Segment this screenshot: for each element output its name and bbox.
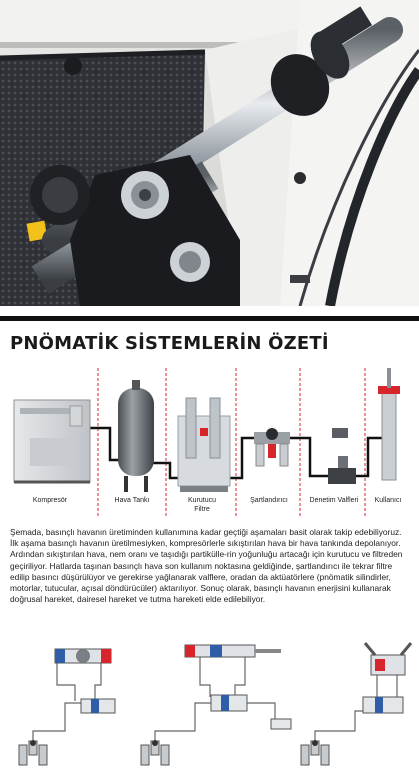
label-dryer-filter: Kurutucu Filtre <box>187 497 217 513</box>
pneumatic-flow-diagram <box>10 368 410 521</box>
label-control-valves: Denetim Valfleri <box>309 497 359 504</box>
label-compressor: Kompresör <box>32 497 68 504</box>
pneumatic-cylinder-photo <box>0 0 419 306</box>
hero-photo <box>0 0 419 306</box>
spacer <box>0 306 419 316</box>
infographic-panel <box>0 316 419 768</box>
label-user: Kullanıcı <box>374 497 402 504</box>
label-conditioner: Şartlandırıcı <box>250 497 288 504</box>
label-air-tank: Hava Tankı <box>114 497 150 504</box>
section-title: PNÖMATİK SİSTEMLERİN ÖZETİ <box>10 333 329 354</box>
circuit-diagrams <box>5 641 415 769</box>
description-paragraph: Şemada, basınçlı havanın üretiminden kullanımına kadar geçtiği aşamaları basit olarak takip edebiliyoruz. İlk aşama basınçlı havanın üretilmesiyken, kompresörlerle sıkıştırılan hava bir hava tankında depolanıyor. Ardından sıkıştırılan hava, nem oranı ve taşıdığı partikülle-rin yoğunluğu artacağı için kurutucu ve filtreden geçiriliyor. Hatlarda taşınan basınçlı hava son kullanım noktasına geldiğinde, şartlandırıcı ile tekrar filtre edilip basıncı düşürülüyor ve gerekirse yağlanarak valflere, oradan da aktüatörlere (pnömatik silindirler, motorlar, tutucular, açısal döndürücüler) aktarılıyor. Sonuç olarak, basınçlı havanın enerjisini kullanarak doğrusal hareket, dairesel hareket ve tutma hareketi elde edilebiliyor. <box>10 527 403 605</box>
circuit-diagrams-graphics <box>5 641 415 769</box>
